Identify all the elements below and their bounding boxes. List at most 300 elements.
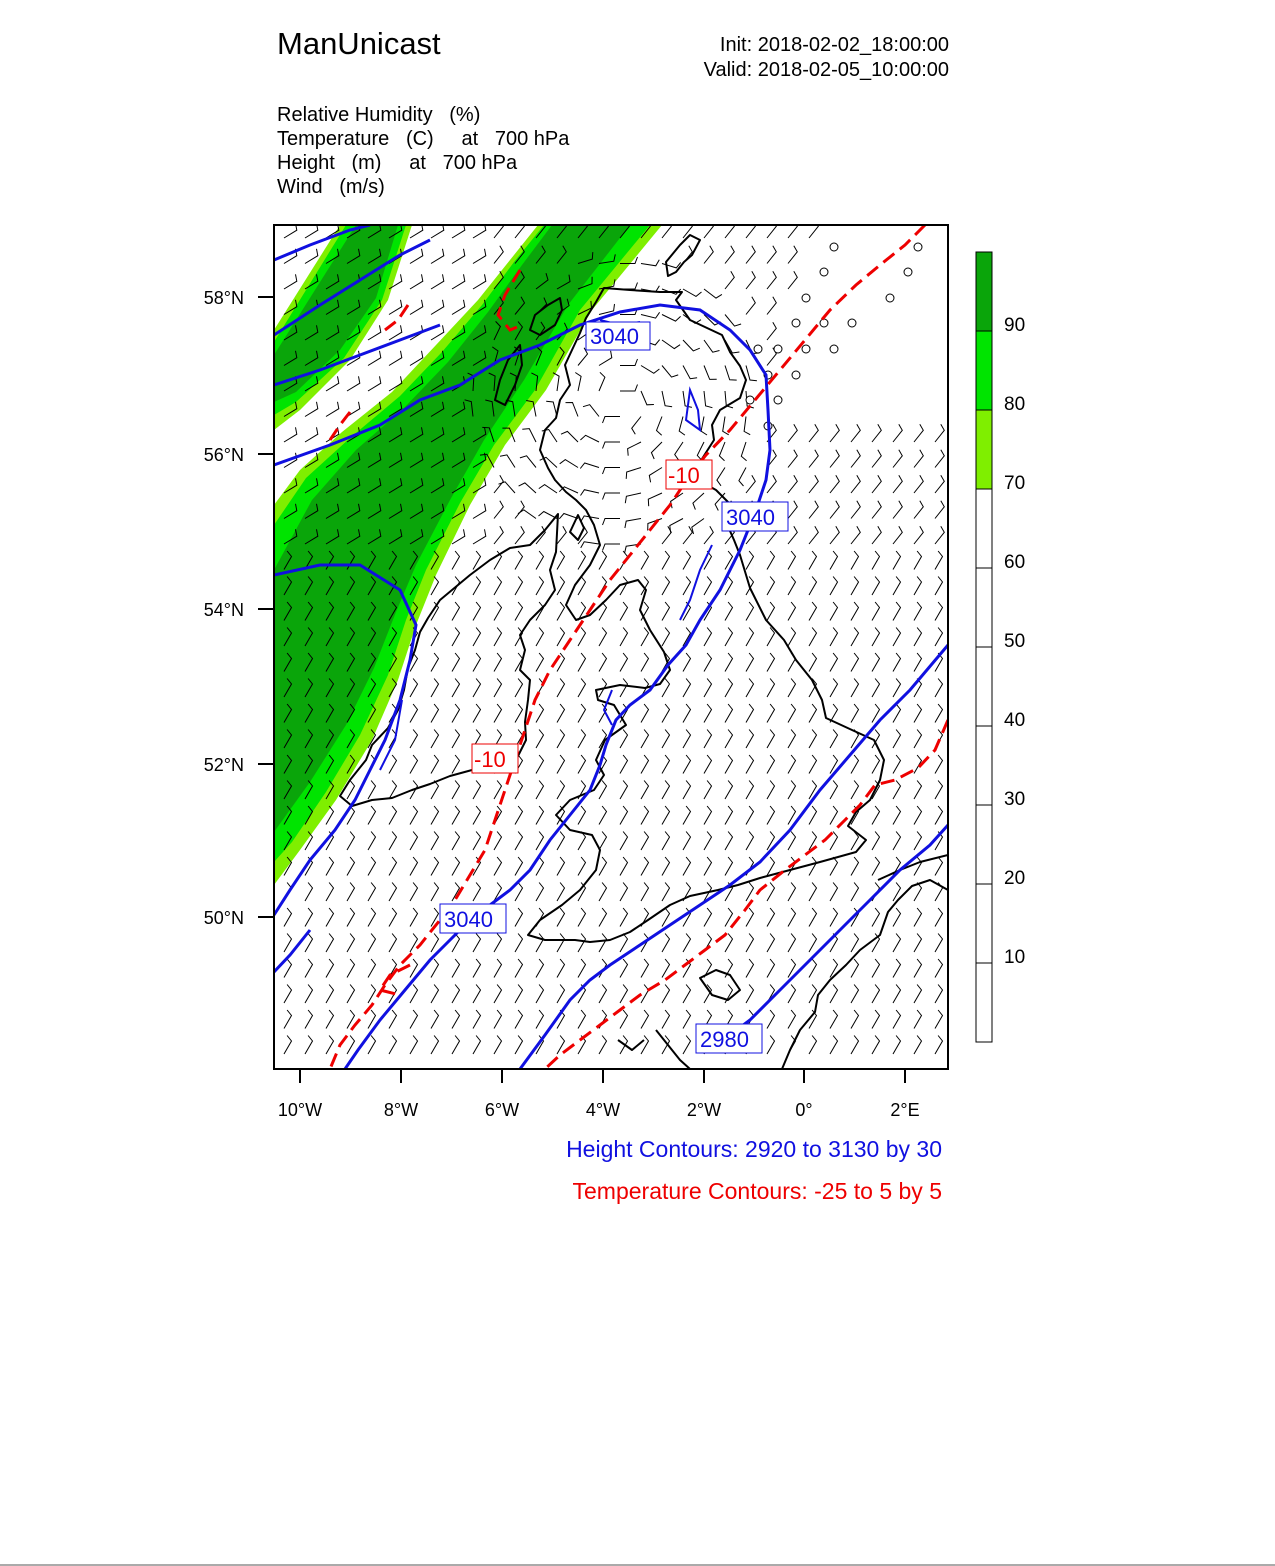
wind-barb [581,490,600,496]
wind-barb [746,246,755,264]
wind-barb [662,934,670,953]
wind-barb [620,653,628,672]
wind-barb [809,450,818,468]
wind-barb [431,249,444,264]
wind-barb [914,908,922,927]
wind-barb [809,475,818,493]
wind-barb [452,704,460,723]
wind-barb [683,551,691,570]
lat-tick-label: 54°N [203,600,244,620]
wind-barb [851,551,859,570]
wind-barb [830,424,839,442]
wind-barb [767,704,775,723]
wind-barb [452,959,460,978]
wind-barb [641,806,649,825]
wind-barb [914,602,922,621]
wind-barb [851,679,859,698]
wind-barb [499,482,516,493]
wind-barb [893,806,901,825]
wind-barb [872,602,880,621]
wind-barb [830,730,838,749]
wind-barb [704,628,712,647]
wind-barb [578,628,586,647]
colorbar-label-40: 40 [1004,710,1026,731]
wind-barb [893,1036,901,1055]
wind-barb [746,653,754,672]
wind-barb [536,704,544,723]
wind-barb [515,934,523,953]
wind-barb [914,730,922,749]
wind-barb [581,542,599,548]
wind-barb [662,526,671,544]
wind-barb [284,1010,292,1029]
wind-barb [389,325,402,340]
wind-barb [389,755,397,774]
wind-barb [557,577,565,596]
wind-barb [522,429,536,442]
wind-barb [872,959,880,978]
wind-barb [657,417,663,436]
wind-barb [914,781,922,800]
wind-barb [578,679,586,698]
wind-barb [935,1010,943,1029]
wind-barb [893,832,901,851]
colorbar-bin-80-90 [976,331,992,410]
wind-barb [473,602,481,621]
colorbar-bin-70-80 [976,410,992,489]
wind-barb [599,908,607,927]
wind-barb [389,883,397,902]
wind-barb [851,755,859,774]
wind-barb [519,483,536,493]
wind-barb [914,551,922,570]
wind-barb [620,283,638,290]
wind-barb [284,985,292,1004]
wind-barb [494,959,502,978]
wind-barb [683,704,691,723]
wind-barb [599,1036,607,1055]
wind-barb [830,985,838,1004]
wind-barb [540,457,557,467]
wind-barb [893,424,902,442]
wind-barb [389,934,397,953]
wind-barb [830,628,838,647]
wind-barb [389,832,397,851]
wind-barb [515,832,523,851]
wind-barb [620,806,628,825]
wind-barb [536,755,544,774]
wind-barb [935,985,943,1004]
wind-barb [851,602,859,621]
wind-barb [603,468,621,475]
wind-barb [767,322,776,340]
colorbar-bin-90-100 [976,252,992,331]
wind-barb [494,653,502,672]
wind-barb [914,959,922,978]
calm-wind-circle [830,243,838,251]
wind-barb [851,653,859,672]
wind-barb [893,755,901,774]
wind-barb [683,857,691,876]
wind-barb [767,781,775,800]
wind-barb [494,934,502,953]
wind-barb [620,832,628,851]
wind-barb [746,781,754,800]
wind-barb [788,704,796,723]
wind-barb [326,908,334,927]
wind-barb [515,602,523,621]
wind-barb [494,220,503,238]
wind-barb [872,475,881,493]
wind-barb [788,730,796,749]
wind-barb [788,908,796,927]
colorbar-label-60: 60 [1004,552,1026,573]
wind-barb [872,985,880,1004]
wind-barb [620,359,638,366]
wind-barb [603,544,621,551]
wind-barb [599,351,612,366]
calm-wind-circle [792,371,800,379]
wind-barb [788,781,796,800]
wind-barb [632,417,641,435]
wind-barb [536,959,544,978]
wind-barb [326,1010,334,1029]
wind-barb [851,934,859,953]
wind-barb [641,1036,649,1055]
wind-barb [641,781,649,800]
wind-barb [536,628,544,647]
wind-barb [809,220,818,238]
wind-barb [872,857,880,876]
calm-wind-circle [848,319,856,327]
calm-wind-circle [914,243,922,251]
wind-barb [830,1036,838,1055]
calm-wind-circle [904,268,912,276]
wind-barb [560,460,578,468]
wind-barb [683,1036,691,1055]
wind-barb [620,883,628,902]
wind-barb [473,1010,481,1029]
wind-barb [872,628,880,647]
wind-barb [809,730,817,749]
wind-barb [641,832,649,851]
wind-barb [935,501,944,519]
lon-tick-label: 2°W [686,1100,722,1120]
wind-barb [326,883,334,902]
wind-barb [494,832,502,851]
wind-barb [452,274,465,289]
wind-barb [662,366,678,378]
wind-barb [683,526,692,544]
wind-barb [452,1036,460,1055]
wind-barb [741,442,746,461]
wind-barb [368,883,376,902]
wind-barb [893,679,901,698]
wind-barb [767,959,775,978]
wind-barb [935,934,943,953]
wind-barb [809,602,817,621]
wind-barb [641,730,649,749]
wind-barb [515,857,523,876]
wind-barb [830,908,838,927]
wind-barb [347,832,355,851]
wind-barb [662,832,670,851]
wind-barb [662,857,670,876]
field-relative-humidity: Relative Humidity (%) [277,104,481,126]
wind-barb [935,755,943,774]
wind-barb [809,755,817,774]
wind-barb [620,385,638,392]
wind-barb [662,315,681,322]
lon-tick-label: 6°W [484,1100,520,1120]
wind-barb [914,857,922,876]
wind-barb [410,806,418,825]
wind-barb [830,551,838,570]
wind-barb [725,857,733,876]
wind-barb [620,959,628,978]
wind-barb [494,628,502,647]
wind-barb [599,551,607,570]
wind-barb [851,959,859,978]
wind-barb [767,297,776,315]
wind-barb [788,628,796,647]
wind-barb [683,934,691,953]
wind-barb [452,679,460,698]
wind-barb [326,1036,334,1055]
wind-barb [536,730,544,749]
wind-barb [599,372,605,391]
wind-barb [599,806,607,825]
wind-barb [893,959,901,978]
height-label-4: 2980 [700,1027,749,1052]
wind-barb [704,653,712,672]
wind-barb [683,289,702,296]
wind-barb [410,1036,418,1055]
wind-barb [284,274,297,289]
wind-barb [719,442,725,461]
wind-barb [326,402,339,417]
wind-barb [410,908,418,927]
wind-barb [746,985,754,1004]
wind-barb [704,755,712,774]
wind-barb [893,653,901,672]
wind-barb [557,679,565,698]
wind-barb [767,730,775,749]
wind-barb [515,220,524,238]
wind-barb [725,602,733,621]
wind-barb [641,391,654,405]
wind-barb [452,551,460,570]
wind-barb [914,501,923,519]
wind-barb [872,755,880,774]
wind-barb [725,934,733,953]
wind-barb [580,463,599,469]
wind-barb [935,577,943,596]
wind-barb [788,602,796,621]
wind-barb [767,246,776,264]
wind-barb [830,577,838,596]
wind-barb [410,857,418,876]
wind-barb [830,883,838,902]
wind-barb [641,260,659,266]
wind-barb [578,730,586,749]
wind-barb [704,679,712,698]
wind-barb [872,551,880,570]
wind-barb [368,959,376,978]
wind-barb [641,704,649,723]
wind-barb [557,602,565,621]
wind-barb [809,501,818,519]
wind-barb [566,403,579,417]
wind-barb [578,1010,586,1029]
wind-barb [662,806,670,825]
wind-barb [452,755,460,774]
field-temperature: Temperature (C) at 700 hPa [277,128,570,150]
wind-barb [830,679,838,698]
wind-barb [893,475,902,493]
wind-barb [494,857,502,876]
wind-barb [725,755,733,774]
wind-barb [704,806,712,825]
wind-barb [893,526,902,544]
wind-barb [788,551,796,570]
wind-barb [368,806,376,825]
wind-barb [935,450,944,468]
wind-barb [326,857,334,876]
wind-barb [683,340,700,351]
wind-barb [725,781,733,800]
wind-barb [494,985,502,1004]
wind-barb [599,304,615,315]
wind-barb [641,857,649,876]
wind-barb [473,653,481,672]
wind-barb [767,220,776,238]
wind-barb [473,934,481,953]
wind-barb [515,908,523,927]
wind-barb [704,366,717,380]
wind-barb [452,653,460,672]
wind-barb [767,271,776,289]
wind-barb [536,1010,544,1029]
wind-barb [557,934,565,953]
wind-barb [893,985,901,1004]
wind-barb [809,628,817,647]
wind-barb [788,832,796,851]
lon-tick-label: 2°E [890,1100,920,1120]
wind-barb [410,832,418,851]
wind-barb [704,730,712,749]
wind-barb [389,351,402,366]
wind-barb [675,442,683,460]
wind-barb [347,908,355,927]
wind-barb [851,526,860,544]
wind-barb [704,289,722,298]
wind-barb [625,493,641,503]
wind-barb [851,577,859,596]
calm-wind-circle [746,396,754,404]
wind-barb [746,551,754,570]
wind-barb [603,519,621,526]
wind-barb [599,832,607,851]
wind-barb [431,300,444,315]
wind-barb [935,602,943,621]
wind-barb [767,653,775,672]
wind-barb [935,628,943,647]
wind-barb [431,857,439,876]
wind-barb [809,653,817,672]
wind-barb [620,577,628,596]
wind-barb [620,755,628,774]
temp-label-2: -10 [474,747,506,772]
wind-barb [914,577,922,596]
wind-barb [452,602,460,621]
humidity-colorbar [976,252,1025,1042]
wind-barb [620,985,628,1004]
wind-barb [746,220,755,238]
colorbar-label-80: 80 [1004,394,1026,415]
wind-barb [641,628,649,647]
wind-barb [494,577,502,596]
wind-barb [746,271,755,289]
wind-barb [389,1010,397,1029]
wind-barb [662,628,670,647]
colorbar-label-30: 30 [1004,789,1026,810]
wind-barb [389,857,397,876]
wind-barb [305,402,318,417]
wind-barb [536,806,544,825]
wind-barb [935,679,943,698]
wind-barb [515,959,523,978]
wind-barb [578,806,586,825]
temperature-contours [330,225,948,1069]
field-height: Height (m) at 700 hPa [277,152,518,174]
wind-barb [515,526,524,544]
wind-barb [625,519,641,529]
wind-barb [515,577,523,596]
colorbar-label-70: 70 [1004,473,1026,494]
wind-barb [662,883,670,902]
wind-barb [431,730,439,749]
calm-wind-circles [746,243,922,430]
wind-barb [620,628,628,647]
wind-barb [788,679,796,698]
wind-barb [620,730,628,749]
wind-barb [704,246,713,264]
wind-barb [693,493,704,510]
wind-barb [683,366,697,379]
wind-barb [578,934,586,953]
wind-barb [704,781,712,800]
wind-barb [662,340,680,349]
wind-barb [603,417,621,424]
wind-barb [599,985,607,1004]
wind-barb [914,934,922,953]
wind-barb [767,755,775,774]
wind-barb [914,832,922,851]
lat-tick-label: 56°N [203,445,244,465]
wind-barb [515,1010,523,1029]
wind-barb [767,1036,775,1055]
wind-barb [725,628,733,647]
wind-barb [539,485,557,493]
wind-barb [788,934,796,953]
wind-barb [746,297,755,315]
wind-barb [284,1036,292,1055]
wind-barb [893,730,901,749]
wind-barb [557,908,565,927]
wind-barb [641,985,649,1004]
wind-barb [431,1010,439,1029]
